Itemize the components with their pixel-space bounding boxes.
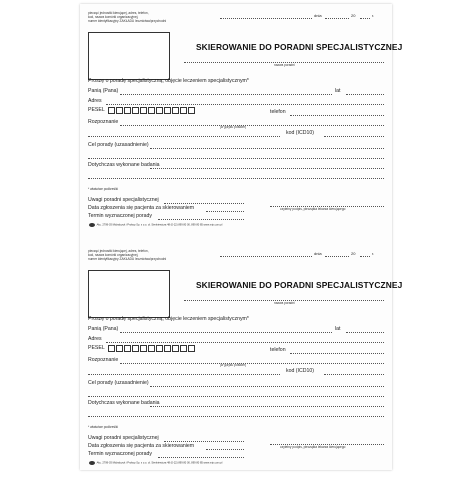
purpose-field[interactable] [150, 148, 384, 149]
signature-caption: czytelny podpis, pieczątka lekarza kierującego [280, 445, 346, 449]
pesel-digit-box[interactable] [148, 345, 155, 352]
report-date-field[interactable] [206, 211, 244, 212]
publisher-logo-icon [89, 461, 95, 465]
pesel-label: PESEL [88, 345, 105, 351]
pesel-digit-box[interactable] [108, 345, 115, 352]
pesel-digit-box[interactable] [116, 107, 123, 114]
tests-label: Dotychczas wykonane badania [88, 162, 160, 168]
tests-label: Dotychczas wykonane badania [88, 400, 160, 406]
stamp-caption: pieczęć jednostki kierującej, adres, telefon, kod, nazwa komórki organizacyjnej, numer identyfikacyjny ZAKŁADU lecznictwa/przychodni [88, 249, 167, 261]
phone-field[interactable] [290, 353, 384, 354]
pesel-digit-box[interactable] [132, 345, 139, 352]
request-text: Proszę o poradę specjalistyczną, objęcie leczeniem specjalistycznym* [88, 78, 249, 84]
notes-field[interactable] [164, 203, 244, 204]
address-field[interactable] [106, 104, 384, 105]
appointment-field[interactable] [158, 457, 244, 458]
tests-field[interactable] [150, 168, 384, 169]
request-text: Proszę o poradę specjalistyczną, objęcie leczeniem specjalistycznym* [88, 316, 249, 322]
appointment-field[interactable] [158, 219, 244, 220]
diagnosis-label: Rozpoznanie [88, 119, 119, 125]
referral-form-bottom [80, 249, 403, 482]
place-field[interactable] [220, 256, 312, 257]
year-field[interactable] [360, 256, 370, 257]
purpose-field-2[interactable] [88, 396, 384, 397]
tests-field-2[interactable] [88, 178, 384, 179]
diagnosis-label: Rozpoznanie [88, 357, 119, 363]
pesel-digit-box[interactable] [164, 345, 171, 352]
notes-label: Uwagi poradni specjalistycznej [88, 197, 159, 203]
diagnosis-caption: (w języku polskim) [220, 363, 247, 367]
patient-label: Panią (Pana) [88, 88, 119, 94]
pesel-digit-box[interactable] [188, 107, 195, 114]
pesel-digit-box[interactable] [108, 107, 115, 114]
diagnosis-field[interactable] [120, 363, 384, 364]
purpose-label: Cel porady (uzasadnienie) [88, 380, 149, 386]
pesel-field[interactable] [108, 345, 198, 353]
address-label: Adres [88, 98, 102, 104]
referral-form-top [80, 11, 403, 244]
date-field[interactable] [325, 256, 349, 257]
icd10-field[interactable] [324, 374, 384, 375]
tests-field[interactable] [150, 406, 384, 407]
date-field[interactable] [325, 18, 349, 19]
age-field[interactable] [346, 332, 384, 333]
pesel-digit-box[interactable] [180, 107, 187, 114]
age-label: lat [335, 326, 341, 332]
diagnosis-field-2[interactable] [88, 374, 280, 375]
pesel-digit-box[interactable] [164, 107, 171, 114]
pesel-digit-box[interactable] [156, 345, 163, 352]
icd10-field[interactable] [324, 136, 384, 137]
report-date-label: Data zgłoszenia się pacjenta za skierowaniem [88, 205, 195, 211]
patient-name-field[interactable] [120, 332, 332, 333]
date-label: dnia [314, 251, 322, 256]
report-date-label: Data zgłoszenia się pacjenta za skierowaniem [88, 443, 195, 449]
stamp-box[interactable] [88, 32, 170, 80]
phone-field[interactable] [290, 115, 384, 116]
year-prefix: 20 [351, 251, 356, 256]
pesel-digit-box[interactable] [188, 345, 195, 352]
year-suffix: r. [372, 13, 375, 18]
code-label: kod (ICD10) [286, 130, 314, 136]
year-suffix: r. [372, 251, 375, 256]
clinic-caption: nazwa poradni [274, 63, 295, 67]
diagnosis-field[interactable] [120, 125, 384, 126]
pesel-digit-box[interactable] [180, 345, 187, 352]
address-field[interactable] [106, 342, 384, 343]
stamp-box[interactable] [88, 270, 170, 318]
diagnosis-field-2[interactable] [88, 136, 280, 137]
form-title: SKIEROWANIE DO PORADNI SPECJALISTYCZNEJ [196, 42, 403, 52]
age-label: lat [335, 88, 341, 94]
year-field[interactable] [360, 18, 370, 19]
age-field[interactable] [346, 94, 384, 95]
appointment-label: Termin wyznaczonej porady [88, 213, 153, 219]
purpose-label: Cel porady (uzasadnienie) [88, 142, 149, 148]
pesel-digit-box[interactable] [148, 107, 155, 114]
report-date-field[interactable] [206, 449, 244, 450]
pesel-digit-box[interactable] [172, 107, 179, 114]
footnote: * właściwe podkreślić [88, 425, 119, 429]
stamp-caption: pieczęć jednostki kierującej, adres, telefon, kod, nazwa komórki organizacyjnej, numer identyfikacyjny ZAKŁADU lecznictwa/przychodni [88, 11, 167, 23]
tests-field-2[interactable] [88, 416, 384, 417]
notes-field[interactable] [164, 441, 244, 442]
patient-name-field[interactable] [120, 94, 332, 95]
publisher-line: Akc. 2799-03 Michalczyk i Prokop Sp. z o.o. ul. Sienkiewicza 48 (0-22) 899 80 00, 899 80 85 www.mip.com.pl [88, 223, 222, 227]
phone-label: telefon [270, 109, 286, 115]
address-label: Adres [88, 336, 102, 342]
form-title: SKIEROWANIE DO PORADNI SPECJALISTYCZNEJ [196, 280, 403, 290]
patient-label: Panią (Pana) [88, 326, 119, 332]
pesel-digit-box[interactable] [116, 345, 123, 352]
pesel-label: PESEL [88, 107, 105, 113]
phone-label: telefon [270, 347, 286, 353]
purpose-field-2[interactable] [88, 158, 384, 159]
referral-sheet [80, 4, 403, 470]
pesel-digit-box[interactable] [132, 107, 139, 114]
purpose-field[interactable] [150, 386, 384, 387]
publisher-line: Akc. 2799-03 Michalczyk i Prokop Sp. z o.o. ul. Sienkiewicza 48 (0-22) 899 80 00, 899 80 85 www.mip.com.pl [88, 461, 222, 465]
pesel-digit-box[interactable] [156, 107, 163, 114]
year-prefix: 20 [351, 13, 356, 18]
place-field[interactable] [220, 18, 312, 19]
pesel-field[interactable] [108, 107, 198, 115]
pesel-digit-box[interactable] [124, 107, 131, 114]
footnote: * właściwe podkreślić [88, 187, 119, 191]
signature-caption: czytelny podpis, pieczątka lekarza kierującego [280, 207, 346, 211]
pesel-digit-box[interactable] [172, 345, 179, 352]
pesel-digit-box[interactable] [140, 107, 147, 114]
clinic-caption: nazwa poradni [274, 301, 295, 305]
publisher-logo-icon [89, 223, 95, 227]
pesel-digit-box[interactable] [124, 345, 131, 352]
appointment-label: Termin wyznaczonej porady [88, 451, 153, 457]
code-label: kod (ICD10) [286, 368, 314, 374]
pesel-digit-box[interactable] [140, 345, 147, 352]
date-label: dnia [314, 13, 322, 18]
diagnosis-caption: (w języku polskim) [220, 125, 247, 129]
notes-label: Uwagi poradni specjalistycznej [88, 435, 159, 441]
